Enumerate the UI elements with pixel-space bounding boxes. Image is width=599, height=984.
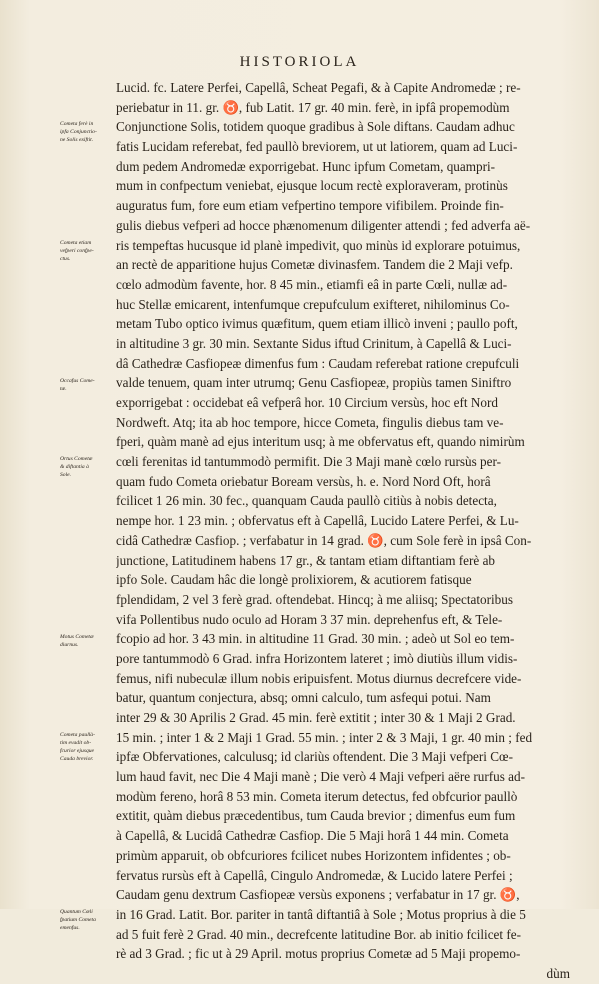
text-line: Lucid. fc. Latere Perfei, Capellâ, Scheat Pegafi, & à Capite Andromedæ ; re-	[116, 80, 521, 95]
marginal-note-line: Cometa ferè in	[60, 121, 94, 128]
text-line: exporrigebat : occidebat eâ vefperâ hor. 10 Circium versùs, hoc eft Nord	[116, 395, 498, 410]
marginal-note-line: diurnus.	[60, 641, 79, 648]
text-line: fervatus rursùs eft à Capellâ, Cingulo Andromedæ, & Lucido latere Perfei ;	[116, 867, 513, 883]
text-line: ad 5 fuit ferè 2 Grad. 40 min., decrefcente latitudine Bor. ab initio fcilicet fe-	[116, 926, 521, 942]
marginal-note	[60, 455, 112, 479]
text-line: mum in confpectum veniebat, ejusque locum rectè exploraveram, protinùs	[116, 178, 508, 194]
main-text-block	[116, 78, 590, 984]
marginal-note-line: ipfa Conjunctio-	[60, 129, 97, 136]
text-line: inter 29 & 30 Aprilis 2 Grad. 45 min. ferè extitit ; inter 30 & 1 Maji 2 Grad.	[116, 710, 516, 725]
text-line: auguratus fum, fore eum etiam vefpertino tempore vifibilem. Proinde fin-	[116, 198, 504, 214]
text-line: modùm fereno, horâ 8 53 min. Cometa iterum detectus, fed obfcurior paullò	[116, 788, 518, 804]
marginal-note-line: fpatium Cometa	[60, 917, 96, 924]
text-line: dâ Cathedræ Casfiopeæ dimenfus fum : Caudam referebat ratione crepufculi	[116, 355, 520, 371]
marginal-note-line: Quantum Cœli	[60, 909, 93, 916]
running-heading: HISTORIOLA	[239, 54, 360, 70]
marginal-note	[60, 908, 112, 932]
text-line: quam fudo Cometa oriebatur Boream versùs, h. e. Nord Nord Oft, horâ	[116, 473, 491, 489]
text-line: ris tempeftas hucusque id planè impedivit, quo minùs id explorare potuimus,	[116, 237, 521, 253]
text-line: huc Stellæ emicarent, intenfumque crepufculum exifteret, nihilominus Co-	[116, 296, 510, 312]
text-line: fcopio ad hor. 3 43 min. in altitudine 11 Grad. 30 min. ; adeò ut Sol eo tem-	[116, 631, 515, 647]
marginal-note-line: Ortus Cometæ	[60, 456, 93, 463]
text-line: batur, quantum conjectura, absq; omni calculo, tum asfequi potui. Nam	[116, 690, 491, 706]
marginal-note-line: Sole.	[60, 472, 72, 479]
marginal-note-line: Motus Cometæ	[60, 633, 94, 640]
text-line: in 16 Grad. Latit. Bor. pariter in tantâ diftantiâ à Sole ; Motus proprius à die 5	[116, 906, 526, 922]
marginal-note-line: Cauda brevior.	[60, 756, 94, 763]
text-line: femus, nifi nubeculæ illum nobis eripuisfent. Motus diurnus decrefcere vide-	[116, 670, 522, 686]
text-line: fplendidam, 2 vel 3 ferè grad. oftendebat. Hincq; à me aliisq; Spectatoribus	[116, 591, 513, 607]
text-line: Caudam genu dextrum Casfiopeæ versùs exponens ; verfabatur in 17 gr. ♉,	[116, 887, 520, 903]
text-line: vifa Pollentibus nudo oculo ad Horam 3 37 min. deprehenfus eft, & Tele-	[116, 611, 503, 627]
text-line: ipfæ Obfervationes, calculusq; id clariùs oftendent. Die 3 Maji vefperi Cœ-	[116, 749, 513, 765]
marginal-note-line: Cometa etiam	[60, 239, 92, 246]
text-line: metam Tubo optico ivimus quæfitum, quem etiam illicò inveni ; paullo poft,	[116, 316, 518, 332]
marginal-note-line: tim evadit ob-	[60, 740, 92, 747]
text-line: à Capellâ, & Lucidâ Cathedræ Casfiop. Die 5 Maji horâ 1 44 min. Cometa	[116, 828, 509, 844]
text-line: pore tantummodò 6 Grad. infra Horizontem lateret ; imò diutiùs illum vidis-	[116, 650, 518, 666]
marginal-note	[60, 377, 112, 393]
text-line: periebatur in 11. gr. ♉, fub Latit. 17 gr. 40 min. ferè, in ipfâ propemodùm	[116, 99, 510, 115]
text-line: Nordweft. Atq; ita ab hoc tempore, hicce Cometa, fingulis diebus tam ve-	[116, 414, 504, 430]
marginal-note-line: Occafus Come-	[60, 377, 95, 384]
marginal-note	[60, 731, 112, 763]
text-line: lum haud favit, nec Die 4 Maji manè ; Die verò 4 Maji vefperi aëre rurfus ad-	[116, 769, 526, 785]
text-line: junctione, Latitudinem habens 17 gr., & tantam etiam diftantiam ferè ab	[116, 552, 496, 568]
marginal-note-line: emenfus.	[60, 925, 80, 932]
text-line: Conjunctione Solis, totidem quoque gradibus à Sole diftans. Caudam adhuc	[116, 119, 515, 135]
marginal-note-line: vefperi confpe-	[60, 247, 94, 254]
text-line: dum pedem Andromedæ exporrigebat. Hunc ipfum Cometam, quampri-	[116, 158, 496, 174]
text-line: ipfo Sole. Caudam hâc die longè prolixiorem, & acutiorem fatisque	[116, 572, 472, 588]
text-line: cidâ Cathedræ Casfiop. ; verfabatur in 14 grad. ♉, cum Sole ferè in ipsâ Con-	[116, 532, 532, 548]
text-line: fatis Lucidam referebat, fed paullò breviorem, ut ut latiorem, quam ad Luci-	[116, 139, 518, 155]
text-line: extitit, quàm diebus præcedentibus, tum Cauda brevior ; dimenfus eum fum	[116, 808, 516, 824]
text-line: rè ad 3 Grad. ; fic ut à 29 April. motus proprius Cometæ ad 5 Maji propemo-	[116, 946, 521, 962]
marginal-note-line: ne Solis exiftit.	[60, 137, 94, 144]
text-line: nempe hor. 1 23 min. ; obfervatus eft à Capellâ, Lucido Latere Perfei, & Lu-	[116, 513, 519, 529]
text-line: dùm	[546, 965, 570, 981]
marginal-note-line: ctus.	[60, 255, 71, 262]
text-line: fperi, quàm manè ad ejus interitum usq; à me obfervatus eft, quando nimirùm	[116, 434, 525, 450]
text-line: gulis diebus vefperi ad hocce phænomenum diligenter attendi ; fed adverfa aë-	[116, 217, 531, 233]
marginal-note	[60, 633, 112, 649]
marginal-note-line: & diftantia à	[60, 464, 89, 471]
text-line: 15 min. ; inter 1 & 2 Maji 1 Grad. 55 min. ; inter 2 & 3 Maji, 1 gr. 40 min ; fed	[116, 729, 533, 745]
text-line: primùm apparuit, ob obfcuriores fcilicet nubes Horizontem infidentes ; ob-	[116, 847, 511, 863]
marginal-note-line: tæ.	[60, 385, 67, 392]
text-line: in altitudine 3 gr. 30 min. Sextante Sidus iftud Crinitum, à Capellâ & Luci-	[116, 335, 512, 351]
marginal-note	[60, 120, 112, 144]
text-line: an rectè de apparitione hujus Cometæ divinasfem. Tandem die 2 Maji vefp.	[116, 257, 513, 273]
text-line: valde tenuem, quam inter utrumq; Genu Casfiopeæ, propiùs tamen Siniftro	[116, 375, 512, 391]
marginal-note-line: fcurior ejusque	[60, 748, 95, 755]
marginal-note-line: Cometa paullà-	[60, 732, 95, 739]
text-line: fcilicet 1 26 min. 30 fec., quanquam Cauda paullò citiùs à nobis detecta,	[116, 493, 497, 509]
marginal-note	[60, 239, 112, 263]
text-line: cœlo admodùm favente, hor. 8 45 min., etiamfi eâ in parte Cœli, nullæ ad-	[116, 276, 508, 292]
text-line: cœli ferenitas id tantummodò permifit. Die 3 Maji manè cœlo rursùs per-	[116, 454, 502, 470]
